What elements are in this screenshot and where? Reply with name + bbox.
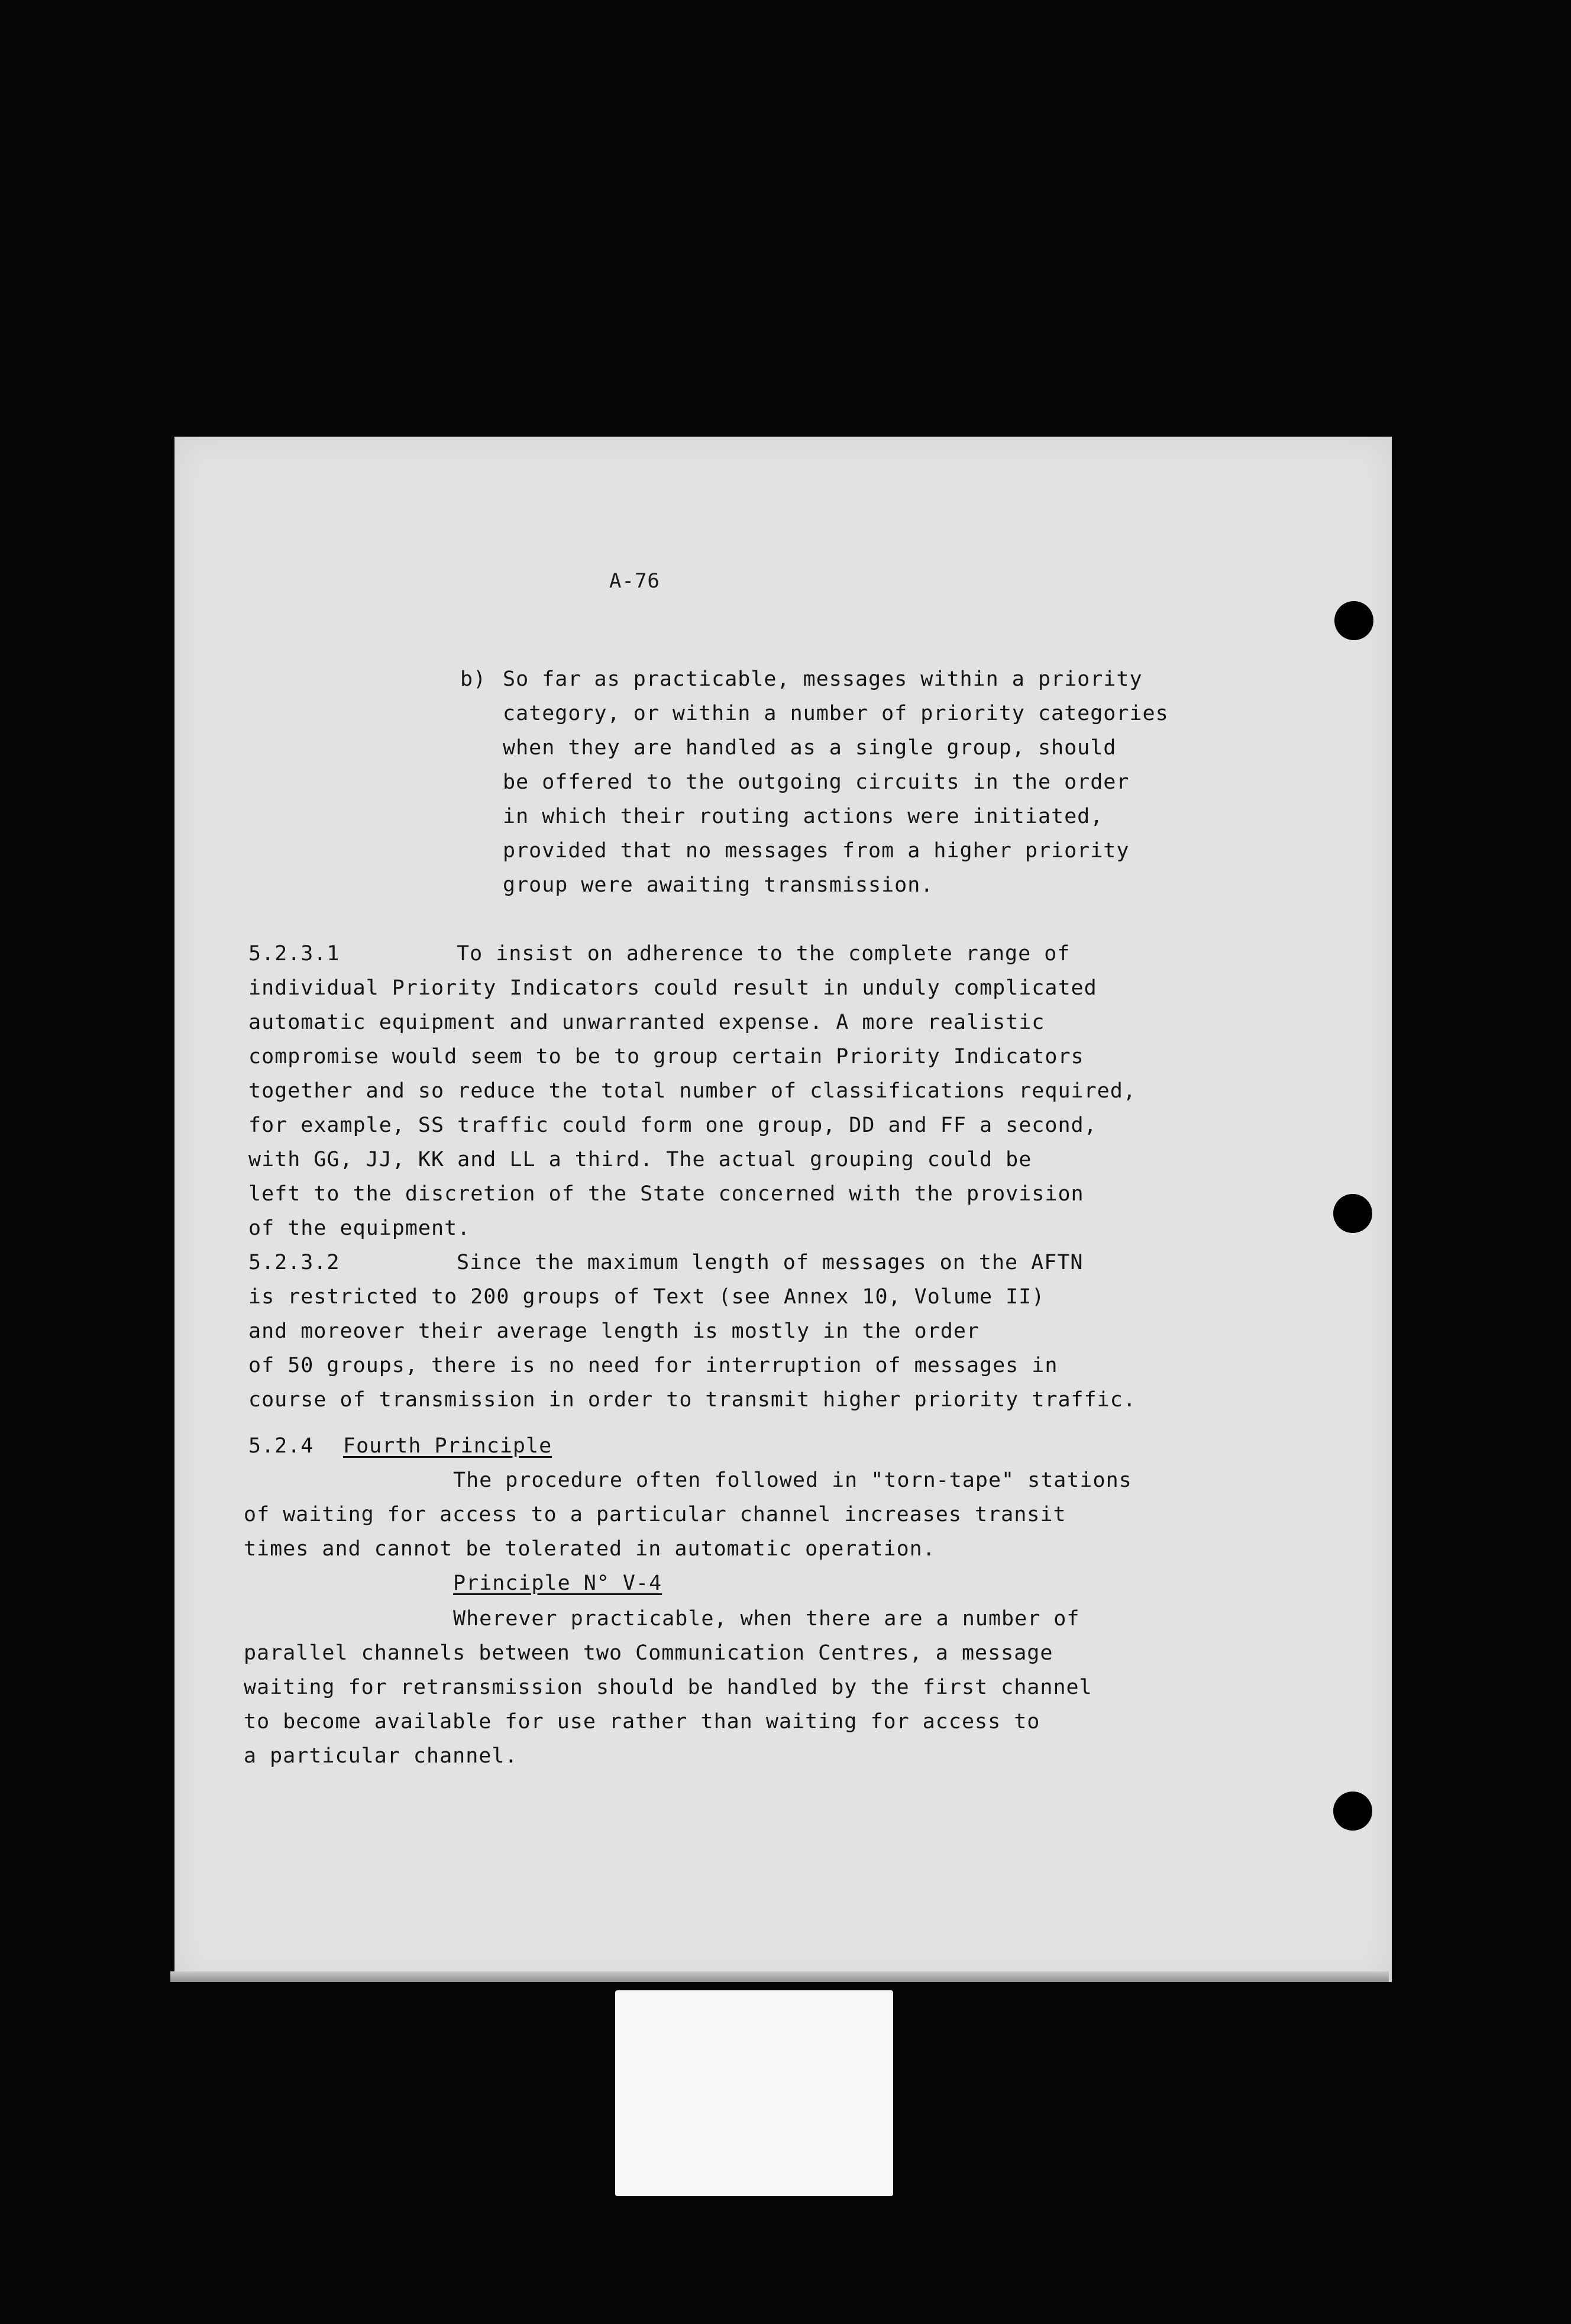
section-5231-line-1: individual Priority Indicators could result in unduly complicated [248,976,1097,1000]
page-bottom-edge [170,1971,1389,1982]
section-5231-number: 5.2.3.1 [248,942,340,966]
section-5231-line-2: automatic equipment and unwarranted expense. A more realistic [248,1011,1045,1034]
section-5232-line-3: of 50 groups, there is no need for interruption of messages in [248,1354,1058,1377]
item-b-line-5: in which their routing actions were initiated, [503,805,1104,828]
principle-line-4: a particular channel. [244,1744,518,1768]
section-524-line-1: of waiting for access to a particular channel increases transit [244,1503,1066,1526]
punch-hole-top [1334,601,1373,640]
section-524-first-line: The procedure often followed in "torn-tape" stations [453,1468,1132,1492]
section-5231-line-4: together and so reduce the total number of classifications required, [248,1079,1136,1103]
section-5231-line-6: with GG, JJ, KK and LL a third. The actual grouping could be [248,1148,1032,1171]
punch-hole-bottom [1333,1792,1372,1831]
section-5231-line-7: left to the discretion of the State concerned with the provision [248,1182,1084,1206]
item-b-marker: b) [460,667,487,691]
section-524-number: 5.2.4 [248,1434,314,1458]
item-b-line-7: group were awaiting transmission. [503,873,934,897]
section-5231-line-3: compromise would seem to be to group certain Priority Indicators [248,1045,1084,1069]
section-524-heading: Fourth Principle [343,1434,552,1458]
section-5231-first-line: To insist on adherence to the complete range of [457,942,1071,966]
section-5232-line-1: is restricted to 200 groups of Text (see Annex 10, Volume II) [248,1285,1045,1309]
section-5231-line-8: of the equipment. [248,1216,471,1240]
principle-line-2: waiting for retransmission should be handled by the first channel [244,1676,1092,1699]
section-5232-number: 5.2.3.2 [248,1251,340,1274]
blank-card [615,1990,893,2196]
item-b-line-1: So far as practicable, messages within a priority [503,667,1143,691]
principle-first-line: Wherever practicable, when there are a number of [453,1607,1080,1631]
section-5232-line-4: course of transmission in order to transmit higher priority traffic. [248,1388,1136,1412]
principle-heading: Principle N° V-4 [453,1571,662,1595]
punch-hole-middle [1333,1194,1372,1233]
item-b-line-6: provided that no messages from a higher priority [503,839,1130,863]
section-5231-line-5: for example, SS traffic could form one group, DD and FF a second, [248,1113,1097,1137]
item-b-line-3: when they are handled as a single group, should [503,736,1117,760]
page-number: A-76 [609,569,660,593]
item-b-line-2: category, or within a number of priority categories [503,702,1169,725]
section-5232-line-2: and moreover their average length is mostly in the order [248,1319,980,1343]
section-5232-first-line: Since the maximum length of messages on the AFTN [457,1251,1084,1274]
principle-line-1: parallel channels between two Communication Centres, a message [244,1641,1053,1665]
section-524-line-2: times and cannot be tolerated in automatic operation. [244,1537,936,1561]
item-b-line-4: be offered to the outgoing circuits in the order [503,770,1130,794]
principle-line-3: to become available for use rather than waiting for access to [244,1710,1040,1734]
